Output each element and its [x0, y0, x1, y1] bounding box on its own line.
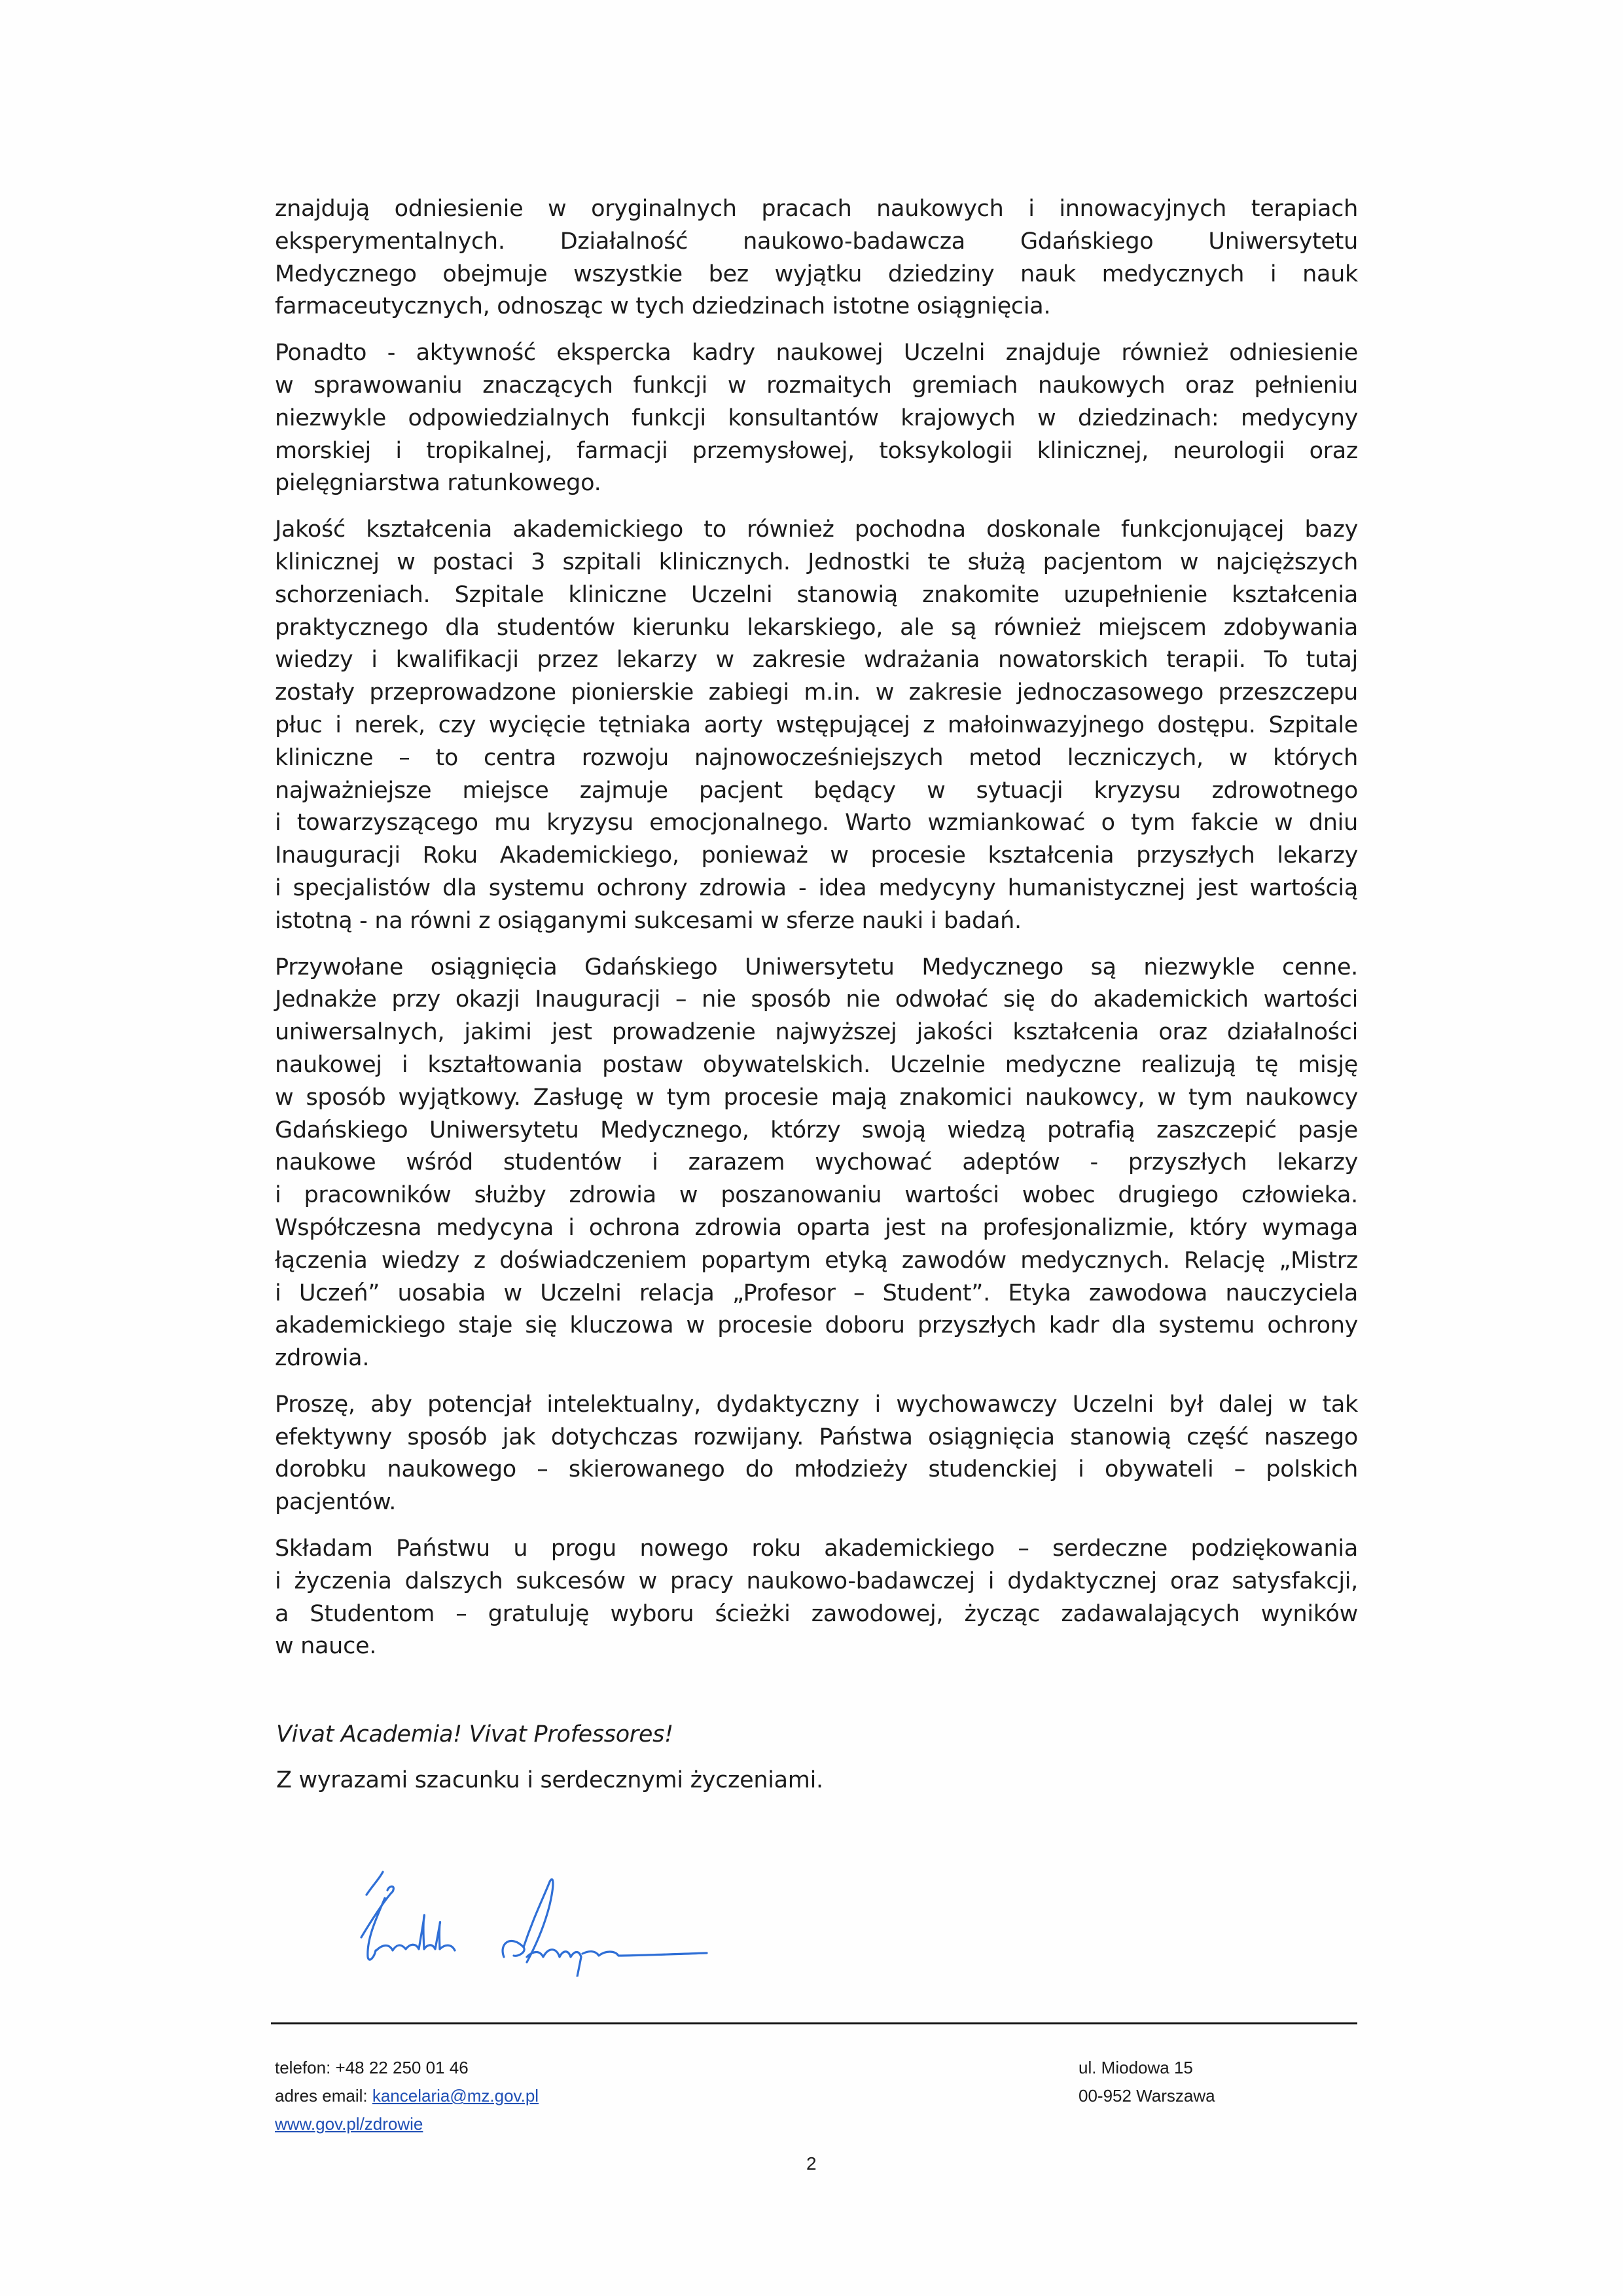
- footer-address: [1079, 2054, 1215, 2110]
- text-line: Jednakże przy okazji Inauguracji – nie sposób nie odwołać się do akademickich wartości: [275, 986, 1358, 1013]
- text-line: Proszę, aby potencjał intelektualny, dydaktyczny i wychowawczy Uczelni był dalej w tak: [275, 1391, 1358, 1418]
- text-line: a Studentom – gratuluję wyboru ścieżki zawodowej, życząc zadawalających wyników: [275, 1600, 1358, 1627]
- text-line: Jakość kształcenia akademickiego to również pochodna doskonale funkcjonującej bazy: [275, 516, 1358, 543]
- text-line: pacjentów.: [275, 1489, 397, 1516]
- footer-phone: telefon: +48 22 250 01 46: [275, 2058, 469, 2077]
- text-line: Przywołane osiągnięcia Gdańskiego Uniwersytetu Medycznego są niezwykle cenne.: [275, 954, 1358, 980]
- text-line: i Uczeń” uosabia w Uczelni relacja „Profesor – Student”. Etyka zawodowa nauczyciela: [275, 1280, 1358, 1306]
- text-line: Składam Państwu u progu nowego roku akademickiego – serdeczne podziękowania: [275, 1535, 1358, 1562]
- text-line: Gdańskiego Uniwersytetu Medycznego, którzy swoją wiedzą potrafią zaszczepić pasje: [275, 1117, 1358, 1143]
- paragraph: [275, 514, 1358, 937]
- footer-street: ul. Miodowa 15: [1079, 2058, 1193, 2077]
- text-line: zdrowia.: [275, 1345, 370, 1372]
- footer-divider: [271, 2022, 1357, 2024]
- text-line: i życzenia dalszych sukcesów w pracy naukowo-badawczej i dydaktycznej oraz satysfakcji,: [275, 1568, 1358, 1594]
- closing-regards: Z wyrazami szacunku i serdecznymi życzeniami.: [276, 1767, 823, 1793]
- text-line: naukowej i kształtowania postaw obywatelskich. Uczelnie medyczne realizują tę misję: [275, 1051, 1358, 1078]
- text-line: niezwykle odpowiedzialnych funkcji konsultantów krajowych w dziedzinach: medycyny: [275, 404, 1358, 431]
- text-line: i towarzyszącego mu kryzysu emocjonalnego. Warto wzmiankować o tym fakcie w dniu: [275, 810, 1358, 836]
- paragraph: [275, 1389, 1358, 1519]
- text-line: akademickiego staje się kluczowa w procesie doboru przyszłych kadr dla systemu ochrony: [275, 1312, 1358, 1339]
- text-line: Ponadto - aktywność ekspercka kadry naukowej Uczelni znajduje również odniesienie: [275, 340, 1358, 367]
- text-line: kliniczne – to centra rozwoju najnowocześniejszych metod leczniczych, w których: [275, 744, 1358, 771]
- footer-email-label: adres email:: [275, 2086, 372, 2106]
- text-line: efektywny sposób jak dotychczas rozwijany. Państwa osiągnięcia stanowią część naszego: [275, 1424, 1358, 1450]
- text-line: w sposób wyjątkowy. Zasługę w tym procesie mają znakomici naukowcy, w tym naukowcy: [275, 1084, 1358, 1111]
- text-line: zostały przeprowadzone pionierskie zabiegi m.in. w zakresie jednoczasowego przeszczepu: [275, 679, 1358, 706]
- text-line: pielęgniarstwa ratunkowego.: [275, 470, 601, 497]
- vivat-line: Vivat Academia! Vivat Professores!: [276, 1721, 673, 1748]
- text-line: istotną - na równi z osiąganymi sukcesami w sferze nauki i badań.: [275, 907, 1022, 934]
- text-line: wiedzy i kwalifikacji przez lekarzy w zakresie wdrażania nowatorskich terapii. To tutaj: [275, 647, 1358, 673]
- paragraph: [275, 193, 1358, 323]
- paragraph: [275, 1533, 1358, 1663]
- footer-website-link[interactable]: www.gov.pl/zdrowie: [275, 2114, 423, 2134]
- text-line: klinicznej w postaci 3 szpitali klinicznych. Jednostki te służą pacjentom w najcięższych: [275, 548, 1358, 575]
- text-line: łączenia wiedzy z doświadczeniem popartym etyką zawodów medycznych. Relację „Mistrz: [275, 1247, 1358, 1274]
- text-line: w sprawowaniu znaczących funkcji w rozmaitych gremiach naukowych oraz pełnieniu: [275, 372, 1358, 399]
- text-line: schorzeniach. Szpitale kliniczne Uczelni stanowią znakomite uzupełnienie kształcenia: [275, 581, 1358, 608]
- page-number: 2: [806, 2153, 817, 2174]
- text-line: praktycznego dla studentów kierunku lekarskiego, ale są również miejscem zdobywania: [275, 614, 1358, 641]
- text-line: naukowe wśród studentów i zarazem wychować adeptów - przyszłych lekarzy: [275, 1149, 1358, 1176]
- text-line: morskiej i tropikalnej, farmacji przemysłowej, toksykologii klinicznej, neurologii oraz: [275, 437, 1358, 464]
- letter-body: [275, 193, 1358, 1677]
- text-line: eksperymentalnych. Działalność naukowo-badawcza Gdańskiego Uniwersytetu: [275, 228, 1358, 255]
- footer-email-link[interactable]: kancelaria@mz.gov.pl: [372, 2086, 539, 2106]
- paragraph: [275, 337, 1358, 500]
- footer-contact: [275, 2054, 539, 2138]
- text-line: dorobku naukowego – skierowanego do młodzieży studenckiej i obywateli – polskich: [275, 1456, 1358, 1483]
- signature-stroke: [503, 1879, 553, 1962]
- signature-stroke: [527, 1950, 707, 1977]
- footer-website-line: [275, 2110, 539, 2138]
- text-line: i specjalistów dla systemu ochrony zdrowia - idea medycyny humanistycznej jest wartością: [275, 874, 1358, 901]
- signature-stroke: [376, 1915, 455, 1950]
- handwritten-signature: [327, 1859, 720, 1977]
- text-line: znajdują odniesienie w oryginalnych pracach naukowych i innowacyjnych terapiach: [275, 196, 1358, 222]
- footer-city: 00-952 Warszawa: [1079, 2086, 1215, 2106]
- text-line: Współczesna medycyna i ochrona zdrowia oparta jest na profesjonalizmie, który wymaga: [275, 1214, 1358, 1241]
- text-line: i pracowników służby zdrowia w poszanowaniu wartości wobec drugiego człowieka.: [275, 1182, 1358, 1209]
- text-line: farmaceutycznych, odnosząc w tych dziedzinach istotne osiągnięcia.: [275, 293, 1051, 320]
- text-line: najważniejsze miejsce zajmuje pacjent będący w sytuacji kryzysu zdrowotnego: [275, 777, 1358, 804]
- text-line: uniwersalnych, jakimi jest prowadzenie najwyższej jakości kształcenia oraz działalności: [275, 1019, 1358, 1046]
- text-line: Inauguracji Roku Akademickiego, ponieważ w procesie kształcenia przyszłych lekarzy: [275, 842, 1358, 869]
- text-line: płuc i nerek, czy wycięcie tętniaka aorty wstępującej z małoinwazyjnego dostępu. Szpitale: [275, 711, 1358, 738]
- paragraph: [275, 952, 1358, 1375]
- text-line: w nauce.: [275, 1633, 377, 1660]
- text-line: Medycznego obejmuje wszystkie bez wyjątku dziedziny nauk medycznych i nauk: [275, 260, 1358, 287]
- footer-email-line: [275, 2082, 539, 2110]
